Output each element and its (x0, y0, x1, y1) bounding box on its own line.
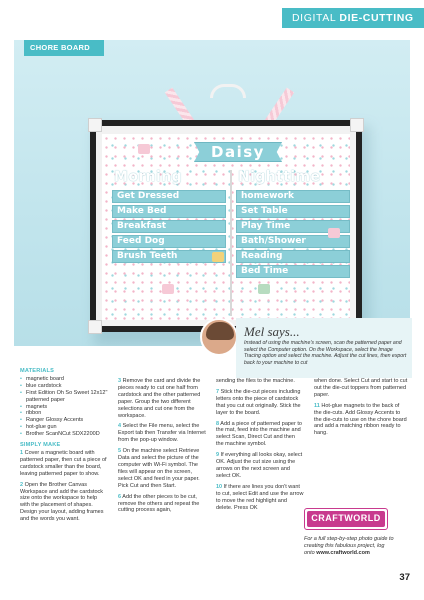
chore-item: Play Time (236, 220, 350, 233)
promo-text (304, 536, 394, 556)
step-number: 3 (118, 378, 122, 384)
nighttime-column (236, 166, 350, 318)
step-text: Stick the die-cut pieces including letters onto the piece of cardstock that you cut out originally. Stick the layer to the board. (216, 388, 301, 416)
step-text: Open the Brother Canvas Workspace and add the cardstock size onto the workspace to help with the placement of shapes. Design your layout, adding frames and the words you want. (20, 481, 104, 523)
morning-heading: Morning (114, 169, 183, 185)
chore-item: Bed Time (236, 265, 350, 278)
chore-item: Get Dressed (112, 190, 226, 203)
promo-url-link[interactable]: www.craftworld.com (316, 549, 370, 556)
frame-corner (88, 320, 102, 334)
list-item: • ribbon (20, 410, 108, 417)
author-avatar (200, 318, 238, 356)
patterned-paper (102, 134, 350, 320)
step-text: On the machine select Retrieve Data and select the picture of the computer with Wi-Fi symbol. The files will appear on the screen, select OK and feed in your paper. Pick Cut and then Start. (118, 448, 200, 489)
chore-item: Set Table (236, 205, 350, 218)
list-item: • hot-glue gun (20, 424, 108, 431)
morning-column (112, 166, 226, 318)
step-text: Add a piece of patterned paper to the mat, feed into the machine and select Scan, Direct Cut and then the machine symbol. (216, 420, 302, 448)
step-number: 4 (118, 423, 122, 430)
frame-corner (350, 118, 364, 132)
step (216, 421, 304, 449)
project-photo (14, 40, 410, 346)
step-text: Select the File menu, select the Export tab then Transfer via Internet from the pop-up window. (118, 423, 206, 444)
step (20, 482, 108, 523)
step (314, 403, 408, 438)
magnet-decoration (162, 284, 174, 294)
step-text: Cover a magnetic board with patterned paper, then cut a piece of cardstock smaller than the board, leaving patterned paper to show. (20, 449, 107, 477)
text-column-1 (20, 368, 108, 527)
list-item: • blue cardstock (20, 383, 108, 390)
step-number: 10 (216, 483, 223, 490)
step-text: If everything all looks okay, select OK. Adjust the cut size using the arrows on the next screen and select OK. (216, 452, 303, 479)
step-number: 9 (216, 452, 220, 459)
column-divider (230, 170, 232, 316)
promo-description: For a full step-by-step photo guide to creating this fabulous project, log onto (304, 536, 394, 556)
frame-corner (88, 118, 102, 132)
step (216, 389, 304, 417)
magnet-decoration (328, 228, 340, 238)
chore-item: Bath/Shower (236, 235, 350, 248)
board-name: Daisy (211, 143, 265, 161)
list-item: • First Edition Oh So Sweet 12x12" patterned paper (20, 390, 108, 404)
list-item: • Brother ScanNCut SDX2200D (20, 431, 108, 438)
chore-item: Feed Dog (112, 235, 226, 248)
materials-list (20, 376, 108, 438)
step-number: 2 (20, 481, 24, 488)
text-column-4 (314, 378, 408, 441)
step-text: Add the other pieces to be cut, remove the others and repeat the cutting process again, (118, 493, 200, 514)
craftworld-logo[interactable] (304, 508, 388, 530)
step-number: 8 (216, 420, 220, 427)
magnet-decoration (212, 252, 224, 262)
craftworld-logo-text: CRAFTWORLD (307, 511, 385, 527)
step-text: Hot-glue magnets to the back of the die-cuts. Add Glossy Accents to the die-cuts to use on the chore board and add a matching ribbon ready to hang. (314, 402, 407, 437)
step (118, 423, 206, 444)
chore-item: Make Bed (112, 205, 226, 218)
simply-make-heading: SIMPLY MAKE (20, 442, 61, 449)
section-tab (282, 8, 424, 28)
wall-hook (210, 84, 246, 98)
step (216, 452, 304, 480)
step-number: 6 (118, 493, 122, 500)
chore-item: homework (236, 190, 350, 203)
section-light: DIGITAL (292, 12, 336, 24)
step (20, 450, 108, 478)
magnet-decoration (258, 284, 270, 294)
list-item: • magnetic board (20, 376, 108, 383)
avatar-hair (206, 322, 234, 340)
step-number: 1 (20, 449, 24, 456)
magnet-decoration (138, 144, 150, 154)
chore-item: Reading (236, 250, 350, 263)
step-number: 7 (216, 388, 220, 395)
step (216, 484, 304, 512)
step (118, 378, 206, 419)
continued-text: when done. Select Cut and start to cut out the die-cut toppers from patterned paper. (314, 378, 408, 398)
section-bold: DIE-CUTTING (339, 12, 414, 24)
text-column-3 (216, 378, 304, 515)
chore-item: Brush Teeth (112, 250, 226, 263)
tip-text: Instead of using the machine's screen, scan the patterned paper and select the Computer option. On the Workspace, select the Image Tracing option and select the machine. Adjust the cut lines, then export back to your machine to cut (244, 340, 407, 366)
step-number: 5 (118, 448, 122, 455)
nighttime-heading: Nighttime (238, 169, 321, 185)
page-number: 37 (399, 572, 410, 583)
tip-title: Mel says... (244, 324, 300, 339)
chore-item: Breakfast (112, 220, 226, 233)
step-text: Remove the card and divide the pieces ready to cut one half from cardstock and the other patterned paper. Group the two different selections and cut one from the workspace. (118, 378, 201, 419)
step (118, 494, 206, 515)
photo-label: CHORE BOARD (24, 40, 104, 56)
text-column-2 (118, 378, 206, 518)
list-item: • Ranger Glossy Accents (20, 417, 108, 424)
step-number: 11 (314, 402, 320, 409)
materials-heading: MATERIALS (20, 368, 55, 374)
step-text: If there are lines you don't want to cut, select Edit and use the arrow to move the red highlight and delete. Press OK (216, 483, 304, 511)
step (118, 448, 206, 489)
chore-board (90, 120, 362, 332)
continued-text: sending the files to the machine. (216, 378, 295, 384)
list-item: • magnets (20, 404, 108, 411)
